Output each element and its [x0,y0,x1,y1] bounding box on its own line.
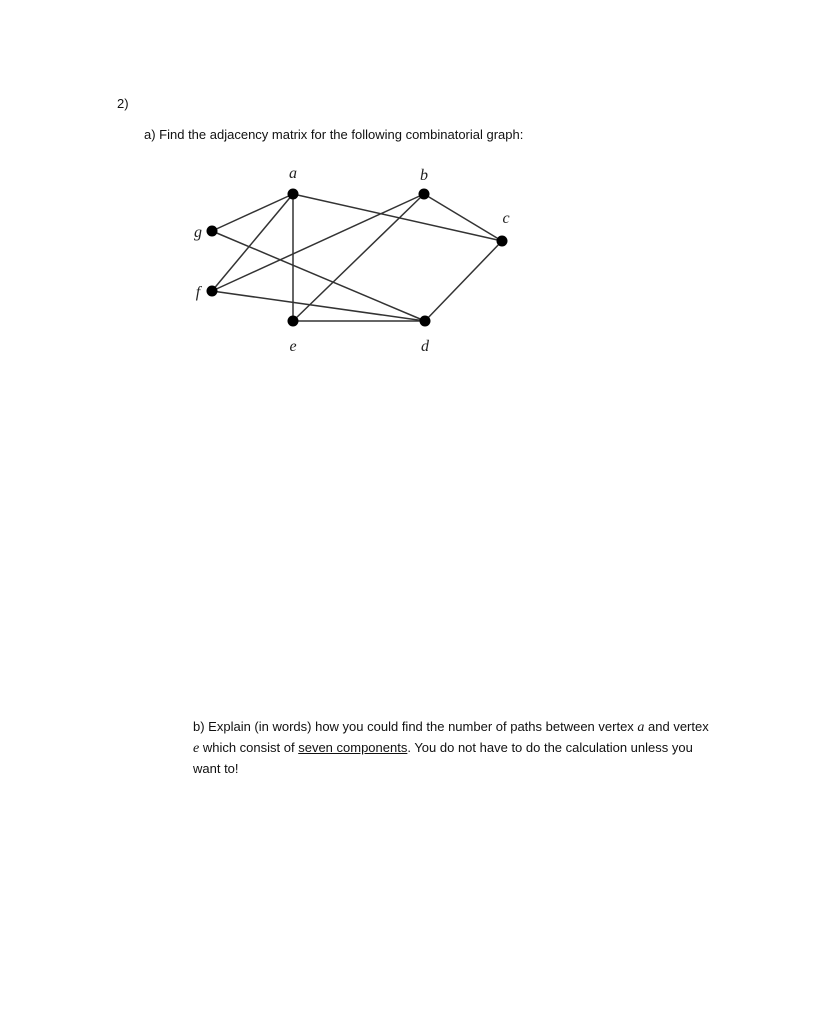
vertex-a [288,189,299,200]
part-a-prompt: a) Find the adjacency matrix for the following combinatorial graph: [144,127,524,142]
part-b-text-4: . You do not have to do the calculation unless you want to! [193,740,693,776]
vertex-f [207,286,218,297]
vertex-label-a: a [289,165,297,182]
vertex-label-d: d [421,338,429,355]
vertex-e [288,316,299,327]
edge-a-c [293,194,502,241]
vertex-label-e: e [289,338,297,355]
graph-vertex-labels [194,165,510,355]
graph-edges [212,194,502,321]
vertex-label-g: g [194,224,202,241]
vertex-c [497,236,508,247]
vertex-label-b: b [420,167,428,184]
part-b-text-1: b) Explain (in words) how you could find the number of paths between vertex [193,719,638,734]
edge-b-c [424,194,502,241]
vertex-g [207,226,218,237]
combinatorial-graph [170,155,530,365]
edge-b-e [293,194,424,321]
vertex-a-symbol: a [637,720,645,735]
edge-a-g [212,194,293,231]
edge-a-f [212,194,293,291]
vertex-d [420,316,431,327]
vertex-b [419,189,430,200]
vertex-e-symbol: e [193,741,200,756]
part-b-prompt [193,717,713,779]
part-b-text-3: which consist of [199,740,299,755]
vertex-label-f: f [195,284,201,301]
edge-c-d [425,241,502,321]
graph-vertices [207,189,508,327]
vertex-label-c: c [502,210,510,227]
question-number: 2) [117,96,129,111]
seven-components-underlined: seven components [298,740,408,755]
part-b-text-2: and vertex [644,719,709,734]
